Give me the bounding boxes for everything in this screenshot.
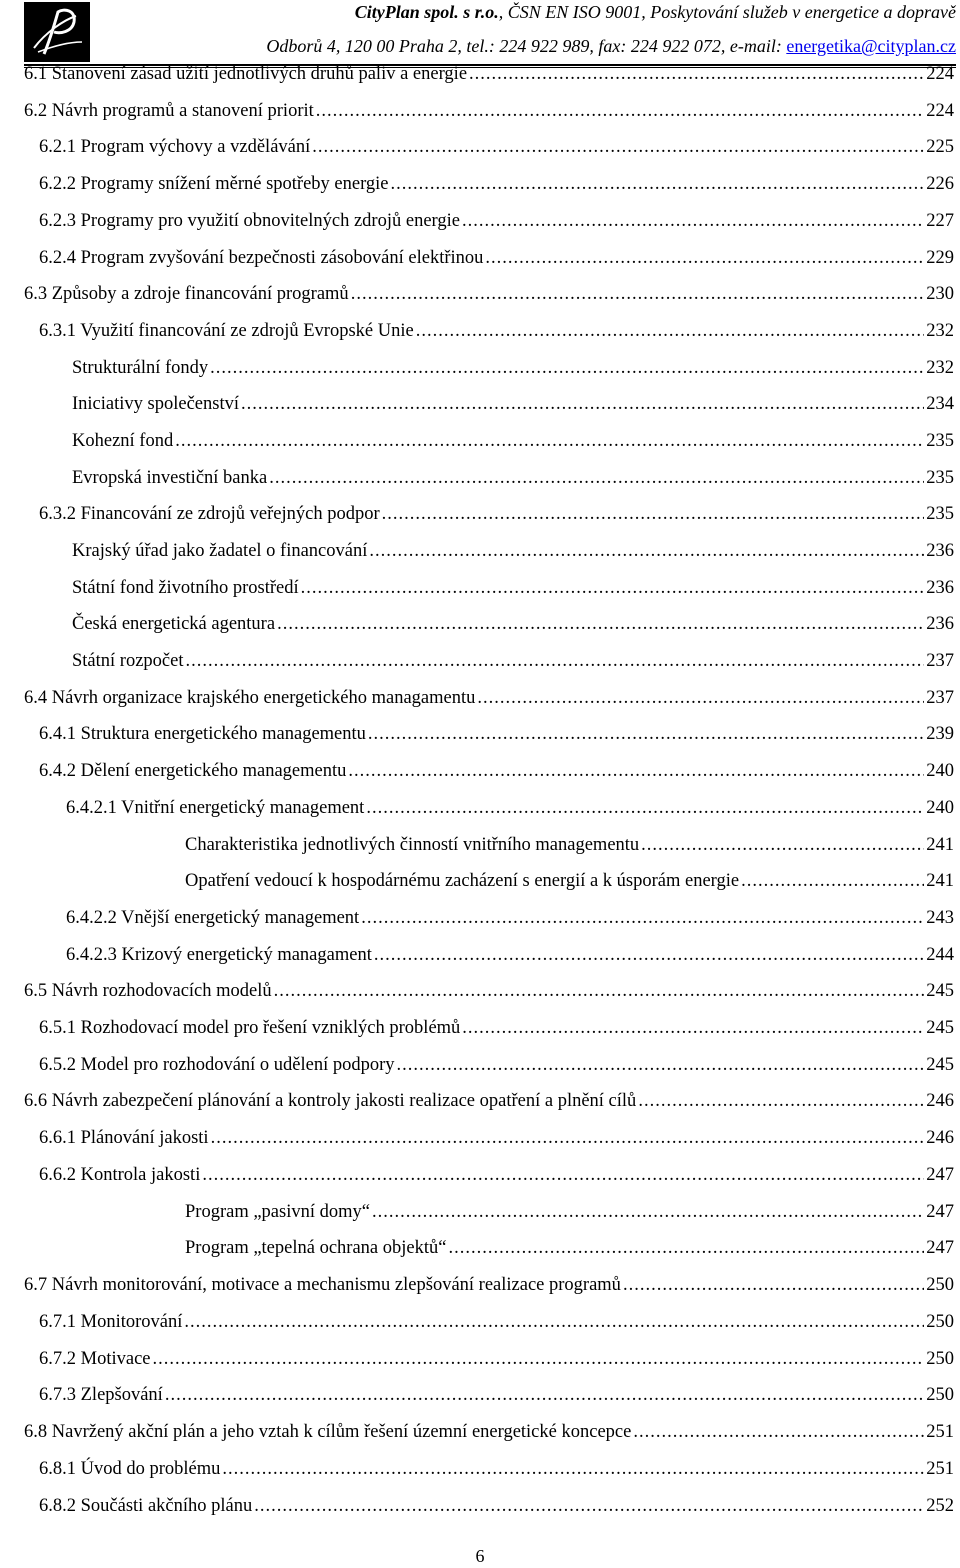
toc-dot-leader — [741, 868, 924, 894]
toc-dot-leader — [361, 905, 924, 931]
toc-entry-title: 6.5.2 Model pro rozhodování o udělení podpory — [39, 1055, 395, 1075]
toc-entry-page: 250 — [926, 1385, 954, 1405]
toc-dot-leader — [633, 1419, 924, 1445]
toc-entry-title: 6.2.3 Programy pro využití obnovitelných zdrojů energie — [39, 211, 460, 231]
toc-entry-title: 6.2.1 Program výchovy a vzdělávání — [39, 137, 311, 157]
toc-entry-title: 6.4.2.2 Vnější energetický management — [66, 908, 360, 928]
toc-dot-leader — [462, 1015, 924, 1041]
toc-dot-leader — [469, 61, 924, 87]
toc-entry-title: Státní fond životního prostředí — [72, 578, 299, 598]
cityplan-logo-icon — [24, 2, 90, 62]
toc-dot-leader — [274, 978, 925, 1004]
toc-entry[interactable] — [72, 465, 954, 491]
toc-dot-leader — [382, 501, 925, 527]
toc-entry-title: 6.4 Návrh organizace krajského energetického managamentu — [24, 688, 476, 708]
toc-entry-page: 230 — [926, 284, 954, 304]
toc-entry-page: 226 — [926, 174, 954, 194]
toc-entry[interactable] — [66, 905, 954, 931]
toc-dot-leader — [301, 575, 925, 601]
toc-dot-leader — [277, 611, 924, 637]
toc-entry-title: Opatření vedoucí k hospodárnému zacházení s energií a k úsporám energie — [185, 871, 740, 891]
toc-entry-page: 240 — [926, 798, 954, 818]
toc-entry-page: 245 — [926, 1018, 954, 1038]
toc-dot-leader — [485, 245, 924, 271]
toc-entry-page: 235 — [926, 431, 954, 451]
toc-entry[interactable] — [24, 978, 954, 1004]
toc-entry[interactable] — [72, 575, 954, 601]
toc-entry-page: 224 — [926, 101, 954, 121]
toc-entry-page: 250 — [926, 1275, 954, 1295]
page-header — [0, 0, 960, 66]
toc-entry-page: 234 — [926, 394, 954, 414]
toc-entry[interactable] — [39, 1162, 954, 1188]
toc-entry-title: Státní rozpočet — [72, 651, 184, 671]
toc-entry[interactable] — [72, 428, 954, 454]
toc-dot-leader — [369, 538, 924, 564]
toc-entry-page: 251 — [926, 1459, 954, 1479]
toc-entry[interactable] — [24, 98, 954, 124]
toc-entry[interactable] — [185, 1235, 954, 1261]
toc-entry-page: 247 — [926, 1238, 954, 1258]
toc-entry[interactable] — [39, 208, 954, 234]
toc-entry-page: 246 — [926, 1091, 954, 1111]
toc-entry-page: 232 — [926, 321, 954, 341]
toc-entry[interactable] — [39, 245, 954, 271]
toc-entry-title: 6.4.2.1 Vnitřní energetický management — [66, 798, 365, 818]
toc-dot-leader — [312, 134, 924, 160]
toc-entry-title: 6.6.1 Plánování jakosti — [39, 1128, 209, 1148]
toc-entry[interactable] — [39, 501, 954, 527]
toc-entry-title: 6.2.4 Program zvyšování bezpečnosti zásobování elektřinou — [39, 248, 484, 268]
toc-dot-leader — [175, 428, 924, 454]
toc-dot-leader — [448, 1235, 924, 1261]
toc-entry[interactable] — [185, 868, 954, 894]
toc-entry[interactable] — [39, 1456, 954, 1482]
toc-entry-title: 6.8.1 Úvod do problému — [39, 1459, 221, 1479]
toc-entry[interactable] — [185, 1199, 954, 1225]
toc-dot-leader — [210, 355, 924, 381]
toc-entry-title: 6.7.3 Zlepšování — [39, 1385, 163, 1405]
toc-dot-leader — [254, 1493, 924, 1519]
toc-dot-leader — [397, 1052, 925, 1078]
toc-entry[interactable] — [66, 942, 954, 968]
toc-entry-page: 237 — [926, 688, 954, 708]
toc-entry[interactable] — [39, 1052, 954, 1078]
toc-entry-title: 6.2 Návrh programů a stanovení priorit — [24, 101, 314, 121]
toc-dot-leader — [185, 648, 924, 674]
toc-entry[interactable] — [39, 1346, 954, 1372]
toc-entry-title: Evropská investiční banka — [72, 468, 268, 488]
toc-dot-leader — [416, 318, 925, 344]
company-tagline: , ČSN EN ISO 9001, Poskytování služeb v energetice a dopravě — [498, 2, 956, 22]
toc-entry-page: 227 — [926, 211, 954, 231]
toc-entry-title: 6.8.2 Součásti akčního plánu — [39, 1496, 253, 1516]
toc-dot-leader — [368, 721, 924, 747]
toc-entry[interactable] — [39, 721, 954, 747]
toc-entry-page: 241 — [926, 835, 954, 855]
page-number: 6 — [475, 1546, 485, 1566]
toc-dot-leader — [165, 1382, 924, 1408]
toc-dot-leader — [348, 758, 924, 784]
toc-entry-page: 247 — [926, 1202, 954, 1222]
toc-entry[interactable] — [39, 1015, 954, 1041]
toc-entry-title: 6.4.1 Struktura energetického managementu — [39, 724, 366, 744]
toc-entry[interactable] — [39, 134, 954, 160]
toc-entry[interactable] — [72, 648, 954, 674]
toc-entry-title: 6.7.1 Monitorování — [39, 1312, 183, 1332]
toc-entry[interactable] — [39, 758, 954, 784]
toc-dot-leader — [366, 795, 924, 821]
toc-entry[interactable] — [72, 355, 954, 381]
toc-entry-title: 6.7 Návrh monitorování, motivace a mechanismu zlepšování realizace programů — [24, 1275, 621, 1295]
toc-entry-page: 251 — [926, 1422, 954, 1442]
toc-entry-page: 232 — [926, 358, 954, 378]
toc-entry-title: 6.5 Návrh rozhodovacích modelů — [24, 981, 272, 1001]
toc-dot-leader — [351, 281, 925, 307]
toc-entry-title: 6.6.2 Kontrola jakosti — [39, 1165, 201, 1185]
toc-dot-leader — [222, 1456, 924, 1482]
toc-dot-leader — [184, 1309, 924, 1335]
header-company-line — [100, 2, 956, 26]
toc-dot-leader — [211, 1125, 925, 1151]
toc-dot-leader — [623, 1272, 924, 1298]
toc-entry-page: 252 — [926, 1496, 954, 1516]
toc-entry-page: 247 — [926, 1165, 954, 1185]
toc-entry[interactable] — [39, 1493, 954, 1519]
toc-entry[interactable] — [24, 1272, 954, 1298]
toc-entry[interactable] — [39, 318, 954, 344]
toc-entry-page: 225 — [926, 137, 954, 157]
toc-entry-page: 245 — [926, 981, 954, 1001]
toc-entry-page: 236 — [926, 578, 954, 598]
toc-dot-leader — [241, 391, 924, 417]
toc-entry-page: 246 — [926, 1128, 954, 1148]
toc-entry[interactable] — [185, 832, 954, 858]
toc-dot-leader — [374, 942, 924, 968]
toc-dot-leader — [269, 465, 924, 491]
toc-entry[interactable] — [72, 538, 954, 564]
toc-entry-page: 236 — [926, 541, 954, 561]
toc-dot-leader — [638, 1088, 924, 1114]
toc-dot-leader — [316, 98, 924, 124]
company-name: CityPlan spol. s r.o. — [354, 2, 499, 22]
toc-entry-title: 6.3.2 Financování ze zdrojů veřejných podpor — [39, 504, 380, 524]
toc-dot-leader — [153, 1346, 925, 1372]
email-link[interactable]: energetika@cityplan.cz — [786, 36, 956, 56]
toc-entry-page: 235 — [926, 504, 954, 524]
toc-entry[interactable] — [72, 391, 954, 417]
toc-entry-page: 237 — [926, 651, 954, 671]
toc-entry-title: Česká energetická agentura — [72, 614, 276, 634]
toc-entry-title: 6.2.2 Programy snížení měrné spotřeby energie — [39, 174, 389, 194]
toc-entry[interactable] — [24, 61, 954, 87]
toc-entry-title: 6.4.2.3 Krizový energetický managament — [66, 945, 372, 965]
toc-dot-leader — [372, 1199, 924, 1225]
toc-entry-page: 245 — [926, 1055, 954, 1075]
toc-entry-title: 6.3.1 Využití financování ze zdrojů Evropské Unie — [39, 321, 414, 341]
header-contact-line — [100, 36, 956, 60]
toc-entry-title: Charakteristika jednotlivých činností vnitřního managementu — [185, 835, 640, 855]
toc-entry-title: 6.1 Stanovení zásad užití jednotlivých druhů paliv a energie — [24, 64, 468, 84]
toc-entry-page: 241 — [926, 871, 954, 891]
toc-entry-title: Program „tepelná ochrana objektů“ — [185, 1238, 447, 1258]
toc-entry-title: Strukturální fondy — [72, 358, 209, 378]
toc-entry[interactable] — [66, 795, 954, 821]
toc-entry-title: Krajský úřad jako žadatel o financování — [72, 541, 368, 561]
toc-entry[interactable] — [72, 611, 954, 637]
toc-entry[interactable] — [24, 1088, 954, 1114]
toc-entry-page: 243 — [926, 908, 954, 928]
toc-entry-page: 250 — [926, 1349, 954, 1369]
company-address: Odborů 4, 120 00 Praha 2, tel.: 224 922 989, fax: 224 922 072, e-mail: — [266, 36, 787, 56]
toc-entry-title: 6.7.2 Motivace — [39, 1349, 151, 1369]
toc-entry[interactable] — [39, 1382, 954, 1408]
toc-dot-leader — [462, 208, 924, 234]
toc-dot-leader — [391, 171, 925, 197]
toc-entry-page: 224 — [926, 64, 954, 84]
toc-entry-title: 6.8 Navržený akční plán a jeho vztah k cílům řešení územní energetické koncepce — [24, 1422, 632, 1442]
toc-entry-page: 235 — [926, 468, 954, 488]
toc-entry-title: Kohezní fond — [72, 431, 174, 451]
toc-dot-leader — [477, 685, 924, 711]
toc-entry-page: 250 — [926, 1312, 954, 1332]
toc-entry-title: 6.4.2 Dělení energetického managementu — [39, 761, 347, 781]
toc-entry-page: 236 — [926, 614, 954, 634]
toc-entry-title: 6.3 Způsoby a zdroje financování programů — [24, 284, 349, 304]
toc-entry-title: 6.5.1 Rozhodovací model pro řešení vzniklých problémů — [39, 1018, 461, 1038]
toc-entry[interactable] — [24, 1419, 954, 1445]
toc-dot-leader — [641, 832, 924, 858]
toc-entry[interactable] — [39, 1309, 954, 1335]
toc-entry-page: 244 — [926, 945, 954, 965]
toc-entry[interactable] — [24, 281, 954, 307]
toc-entry-page: 229 — [926, 248, 954, 268]
toc-dot-leader — [202, 1162, 924, 1188]
toc-entry-title: Iniciativy společenství — [72, 394, 239, 414]
toc-entry-page: 239 — [926, 724, 954, 744]
toc-entry-title: Program „pasivní domy“ — [185, 1202, 370, 1222]
toc-entry[interactable] — [24, 685, 954, 711]
toc-entry-title: 6.6 Návrh zabezpečení plánování a kontroly jakosti realizace opatření a plnění cílů — [24, 1091, 637, 1111]
toc-entry[interactable] — [39, 171, 954, 197]
toc-entry-page: 240 — [926, 761, 954, 781]
toc-entry[interactable] — [39, 1125, 954, 1151]
